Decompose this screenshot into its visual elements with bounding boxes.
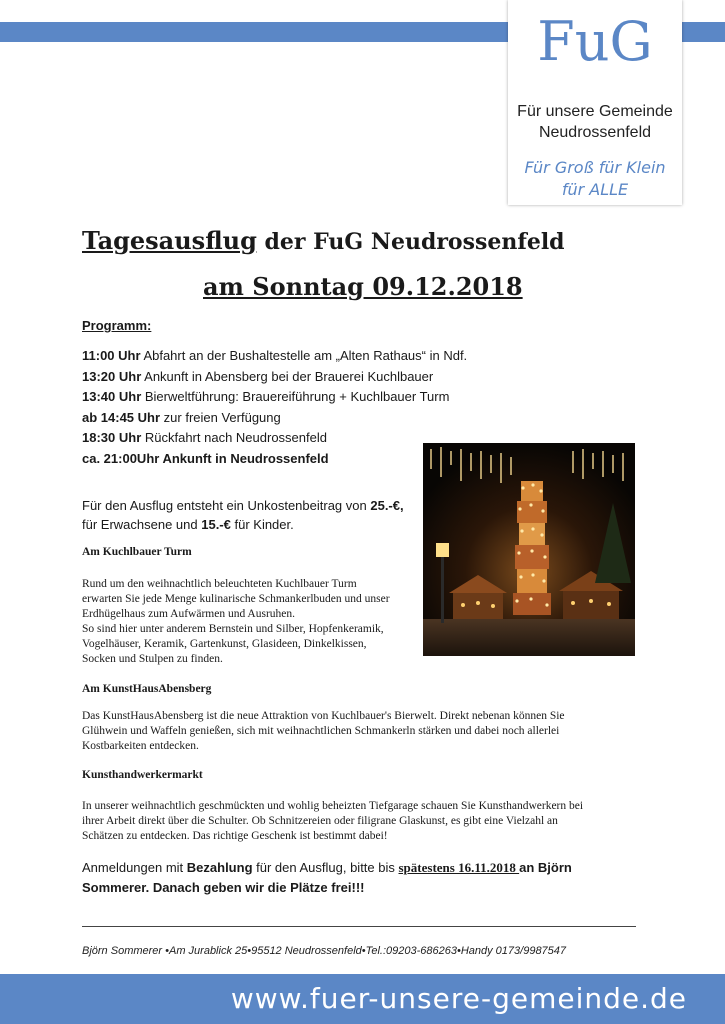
logo-slogan-2: für ALLE [561,180,629,199]
schedule-row [82,346,467,367]
schedule-text: Bierweltführung: Brauereiführung + Kuchlbauer Turm [141,389,450,404]
schedule-time: 11:00 Uhr [82,348,141,363]
cost-adult: 25.-€, [370,498,404,513]
text-line: ihrer Arbeit direkt über die Schulter. Ob Schnitzereien oder filigrane Glaskunst, es gibt eine Vielzahl an [82,815,558,827]
text-line: Das KunstHausAbensberg ist die neue Attraktion von Kuchlbauer's Bierwelt. Direkt nebenan können Sie [82,710,565,722]
fug-logo [508,0,682,205]
text-line: In unserer weihnachtlich geschmückten und wohlig beheizten Tiefgarage schauen Sie Kunsthandwerkern bei [82,800,584,812]
page-title [82,226,565,255]
title-trip: Tagesausflug [82,226,257,255]
reg-post: an Björn Sommerer. Danach geben wir die Plätze frei!!! [82,860,572,895]
schedule-row [82,387,467,408]
schedule-time: ca. 21:00Uhr Ankunft in Neudrossenfeld [82,450,329,466]
section-text-tower [82,577,412,667]
section-heading-market: Kunsthandwerkermarkt [82,769,203,781]
cost-paragraph [82,496,412,534]
program-heading: Programm: [82,318,152,333]
schedule-text: Ankunft in Abensberg bei der Brauerei Kuchlbauer [141,368,434,384]
title-org: der FuG Neudrossenfeld [256,229,565,255]
schedule-row [82,449,467,470]
kuchlbauer-tower-photo [423,443,635,656]
schedule-time: 18:30 Uhr [82,430,142,445]
reg-mid: für den Ausflug, bitte bis [252,860,399,875]
section-heading-kunsthaus: Am KunstHausAbensberg [82,683,212,695]
section-heading-tower: Am Kuchlbauer Turm [82,546,192,558]
text-line: Kostbarkeiten entdecken. [82,740,199,752]
cost-post: für Kinder. [230,517,294,532]
text-line: So sind hier unter anderem Bernstein und Silber, Hopfenkeramik, [82,623,384,635]
schedule-text: Abfahrt an der Bushaltestelle am „Alten Rathaus“ in Ndf. [140,348,468,363]
contact-line: Björn Sommerer •Am Jurablick 25•95512 Neudrossenfeld•Tel.:09203-686263•Handy 0173/9987547 [82,945,567,957]
cost-pre: Für den Ausflug entsteht ein Unkostenbeitrag von [82,498,371,513]
logo-line-1: Für unsere Gemeinde [517,103,673,120]
reg-deadline: spätestens 16.11.2018 [398,860,520,875]
logo-line-2: Neudrossenfeld [538,124,652,141]
schedule-time: ab 14:45 Uhr [82,409,161,425]
text-line: Erdhügelhaus zum Aufwärmen und Ausruhen. [82,608,296,620]
page-date-title: am Sonntag 09.12.2018 [203,272,523,301]
section-text-market [82,799,622,844]
text-line: Rund um den weihnachtlich beleuchteten Kuchlbauer Turm [82,578,357,590]
schedule-row [82,408,467,429]
cost-child: 15.-€ [201,517,231,532]
section-text-kunsthaus [82,709,622,754]
schedule-list [82,346,467,469]
text-line: Schätzen zu entdecken. Das richtige Geschenk ist bestimmt dabei! [82,830,388,842]
text-line: Glühwein und Waffeln genießen, sich mit weihnachtlichen Schmankerln stärken und dabei noch allerlei [82,725,560,737]
logo-slogan-1: Für Groß für Klein [524,158,666,177]
cost-mid: für Erwachsene und [82,517,202,532]
reg-pre: Anmeldungen mit [82,860,187,875]
logo-wordmark: FuG [537,10,653,73]
reg-payment: Bezahlung [186,860,253,875]
schedule-text: zur freien Verfügung [160,409,281,425]
website-url: www.fuer-unsere-gemeinde.de [230,982,687,1015]
schedule-time: 13:20 Uhr [82,368,142,384]
schedule-row [82,428,467,449]
schedule-text: Rückfahrt nach Neudrossenfeld [141,430,327,445]
footer-divider [82,926,636,927]
text-line: Socken und Stulpen zu finden. [82,653,223,665]
text-line: erwarten Sie jede Menge kulinarische Schmankerlbuden und unser [82,593,390,605]
schedule-time: 13:40 Uhr [82,389,142,404]
text-line: Vogelhäuser, Keramik, Gartenkunst, Glasideen, Dinkelkissen, [82,638,367,650]
registration-paragraph [82,858,642,898]
schedule-row [82,367,467,388]
